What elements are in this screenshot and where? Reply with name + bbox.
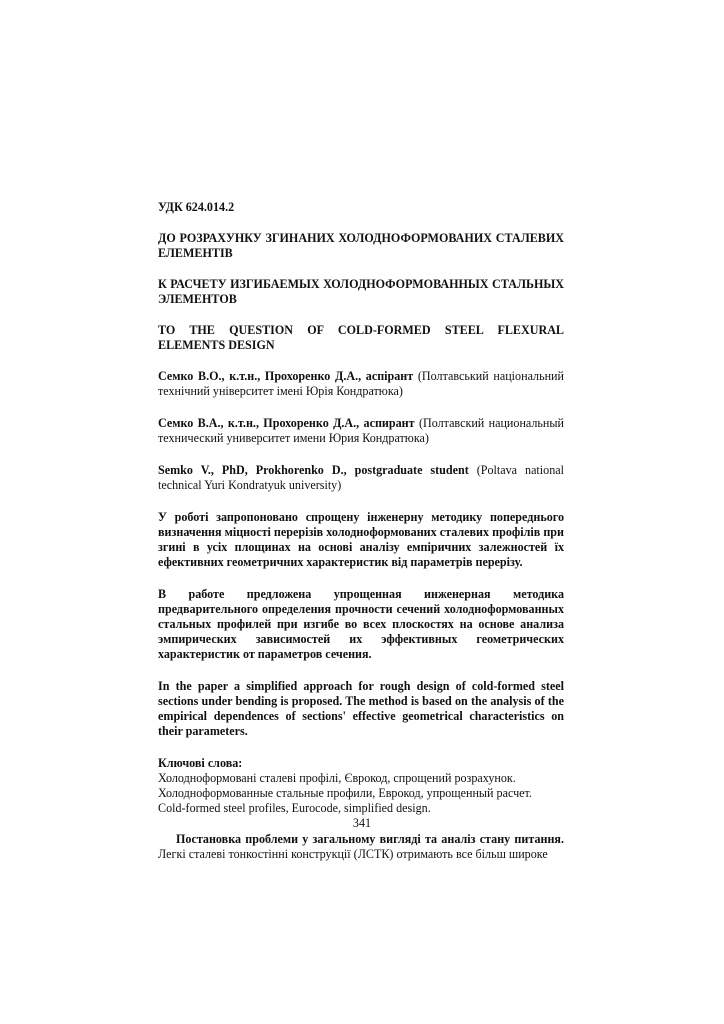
author-affiliation: (Poltava national technical Yuri Kondratyuk university) xyxy=(158,463,564,492)
abstract-ukrainian: У роботі запропоновано спрощену інженерну методику попереднього визначення міцності перерізів холодноформованих сталевих профілів при згині в усіх площинах на основі аналізу емпіричних залежностей їх ефективних геометричних характеристик від параметрів перерізу. xyxy=(158,510,564,569)
title-ukrainian: ДО РОЗРАХУНКУ ЗГИНАНИХ ХОЛОДНОФОРМОВАНИХ СТАЛЕВИХ ЕЛЕМЕНТІВ xyxy=(158,231,564,260)
udc-code: УДК 624.014.2 xyxy=(158,200,235,214)
authors-russian xyxy=(158,416,564,446)
keywords-russian: Холодноформованные стальные профили, Еврокод, упрощенный расчет. xyxy=(158,786,532,800)
author-affiliation: (Полтавский национальный технический университет имени Юрия Кондратюка) xyxy=(158,416,565,445)
title-english: TO THE QUESTION OF COLD-FORMED STEEL FLEXURAL ELEMENTS DESIGN xyxy=(158,323,564,352)
abstract-english: In the paper a simplified approach for rough design of cold-formed steel sections under bending is proposed. The method is based on the analysis of the empirical dependences of sections' effective geometrical characteristics on their parameters. xyxy=(158,679,564,738)
author-names: Семко В.А., к.т.н., Прохоренко Д.А., аспирант xyxy=(158,416,415,430)
article-page xyxy=(158,200,564,862)
author-affiliation: (Полтавський національний технічний університет імені Юрія Кондратюка) xyxy=(158,369,565,398)
section-heading: Постановка проблеми у загальному вигляді та аналіз стану питання. xyxy=(176,832,564,846)
author-names: Семко В.О., к.т.н., Прохоренко Д.А., аспірант xyxy=(158,369,414,383)
keywords-english: Cold-formed steel profiles, Eurocode, simplified design. xyxy=(158,801,431,815)
keywords-heading: Ключові слова: xyxy=(158,756,243,770)
keywords-block xyxy=(158,756,564,816)
page-number: 341 xyxy=(352,816,372,830)
authors-english xyxy=(158,463,564,493)
section-intro xyxy=(158,832,564,862)
section-text: Легкі сталеві тонкостінні конструкції (ЛСТК) отримають все більш широке xyxy=(158,847,548,861)
author-names: Semko V., PhD, Prokhorenko D., postgraduate student xyxy=(158,463,469,477)
authors-ukrainian xyxy=(158,369,564,399)
abstract-russian: В работе предложена упрощенная инженерная методика предварительного определения прочности сечений холодноформованных стальных профилей при изгибе во всех плоскостях на основе анализа эмпирических зависимостей их эффективных геометрических характеристик от параметров сечения. xyxy=(158,587,564,661)
title-russian: К РАСЧЕТУ ИЗГИБАЕМЫХ ХОЛОДНОФОРМОВАННЫХ СТАЛЬНЫХ ЭЛЕМЕНТОВ xyxy=(158,277,564,306)
keywords-ukrainian: Холодноформовані сталеві профілі, Єврокод, спрощений розрахунок. xyxy=(158,771,516,785)
